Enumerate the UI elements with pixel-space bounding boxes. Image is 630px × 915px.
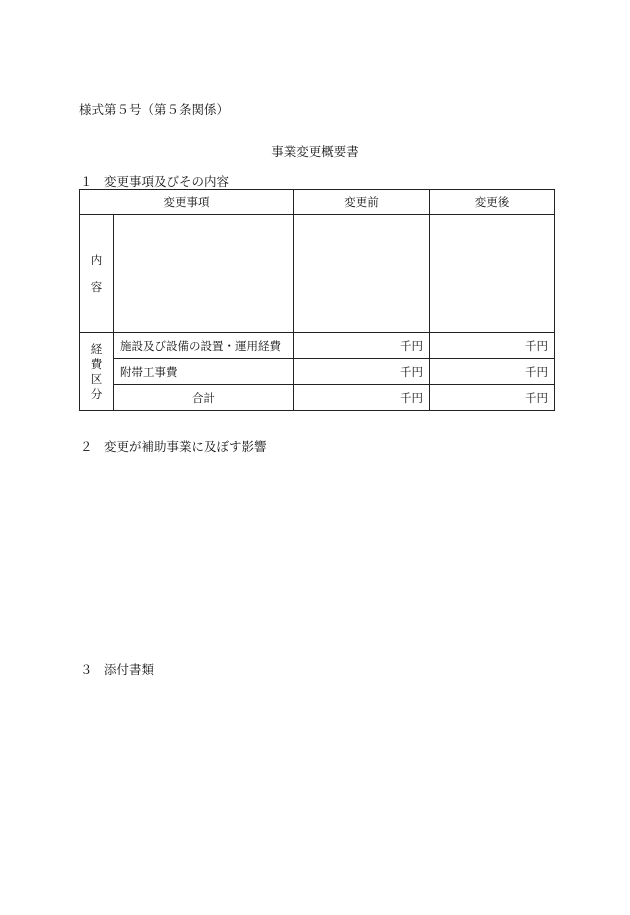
header-before: 変更前 [294, 190, 430, 215]
section-label: 添付書類 [104, 662, 155, 677]
form-number: 様式第５号（第５条関係） [79, 102, 230, 117]
document-title: 事業変更概要書 [271, 144, 359, 159]
cost-after: 千円 [430, 385, 555, 411]
content-row [80, 215, 555, 333]
content-after-cell [430, 215, 555, 333]
section-label: 変更が補助事業に及ぼす影響 [104, 439, 267, 454]
section-heading-3 [80, 660, 154, 678]
section-heading-1 [80, 172, 229, 190]
table-header-row [80, 190, 555, 215]
section-number: １ [80, 174, 93, 189]
section-label: 変更事項及びその内容 [104, 174, 230, 189]
cost-before: 千円 [294, 385, 430, 411]
cost-after: 千円 [430, 333, 555, 359]
section-heading-2 [80, 437, 267, 455]
content-before-cell [294, 215, 430, 333]
header-change-item: 変更事項 [80, 190, 294, 215]
cost-item-label: 附帯工事費 [114, 359, 294, 385]
cost-label-char: 区 [90, 371, 103, 386]
content-label-char: 内 [90, 252, 103, 267]
cost-label-char: 経 [90, 341, 103, 356]
cost-before: 千円 [294, 333, 430, 359]
section-number: ３ [80, 662, 93, 677]
content-cell [114, 215, 294, 333]
cost-category-label [80, 333, 114, 411]
header-after: 変更後 [430, 190, 555, 215]
change-table [79, 189, 555, 411]
section-number: ２ [80, 439, 93, 454]
cost-label-char: 分 [90, 386, 103, 401]
table-row [80, 385, 555, 411]
table-row [80, 359, 555, 385]
cost-label-char: 費 [90, 356, 103, 371]
content-label-char: 容 [90, 279, 103, 294]
content-label [80, 215, 114, 333]
cost-item-label: 施設及び設備の設置・運用経費 [114, 333, 294, 359]
table-row [80, 333, 555, 359]
cost-total-label: 合計 [114, 385, 294, 411]
cost-after: 千円 [430, 359, 555, 385]
cost-before: 千円 [294, 359, 430, 385]
